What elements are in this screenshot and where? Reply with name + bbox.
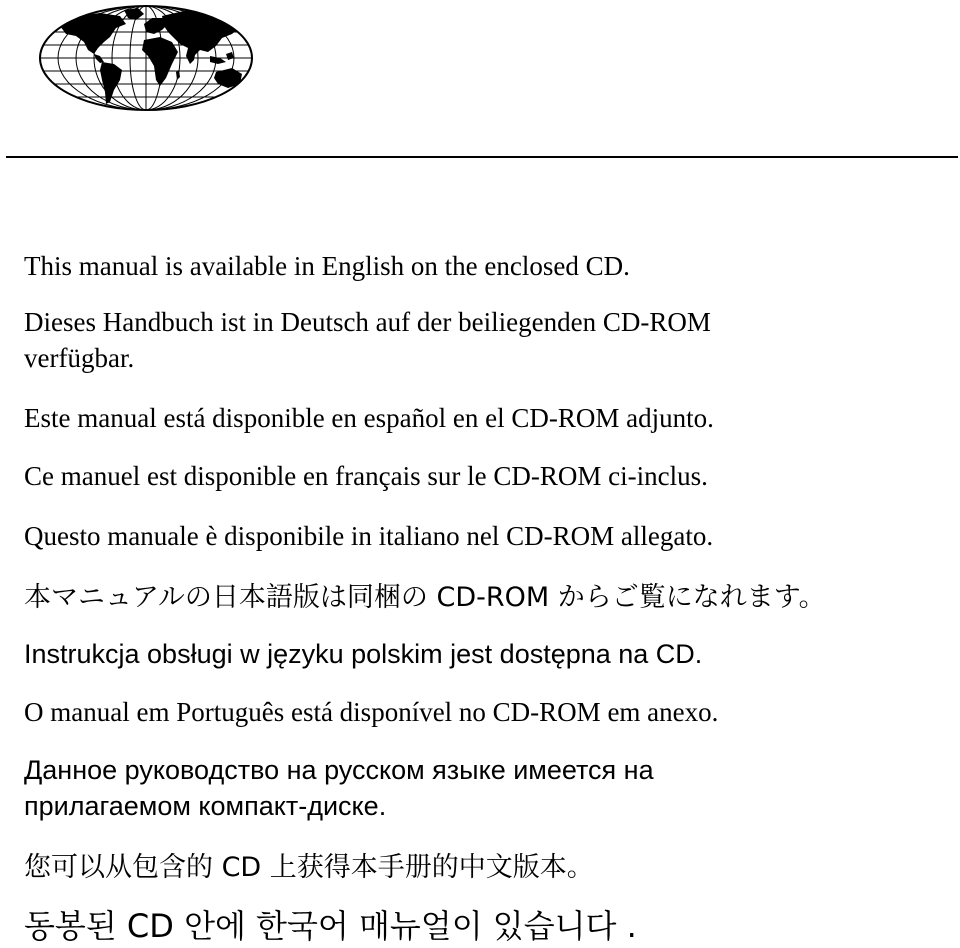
notice-french: Ce manuel est disponible en français sur le CD-ROM ci-inclus.: [24, 461, 708, 491]
notice-polish: Instrukcja obsługi w języku polskim jest dostępna na CD.: [24, 639, 703, 669]
notice-german-line-2: verfügbar.: [24, 343, 135, 373]
notice-english: This manual is available in English on the enclosed CD.: [24, 251, 630, 281]
notice-italian: Questo manuale è disponibile in italiano nel CD-ROM allegato.: [24, 521, 714, 551]
notice-german-line-1: Dieses Handbuch ist in Deutsch auf der beiliegenden CD-ROM: [24, 307, 711, 337]
notice-spanish: Este manual está disponible en español en el CD-ROM adjunto.: [24, 403, 714, 433]
notice-portuguese: O manual em Português está disponível no CD-ROM em anexo.: [24, 697, 719, 727]
horizontal-rule: [6, 156, 958, 158]
notice-russian-line-2: прилагаемом компакт-диске.: [24, 791, 387, 821]
world-map-globe-icon: [38, 4, 254, 112]
notice-korean: 동봉된 CD 안에 한국어 매뉴얼이 있습니다 .: [24, 907, 637, 945]
notice-japanese: 本マニュアルの日本語版は同梱の CD-ROM からご覧になれます。: [24, 582, 826, 613]
notice-russian-line-1: Данное руководство на русском языке имеется на: [24, 755, 654, 785]
notice-chinese: 您可以从包含的 CD 上获得本手册的中文版本。: [24, 852, 594, 883]
